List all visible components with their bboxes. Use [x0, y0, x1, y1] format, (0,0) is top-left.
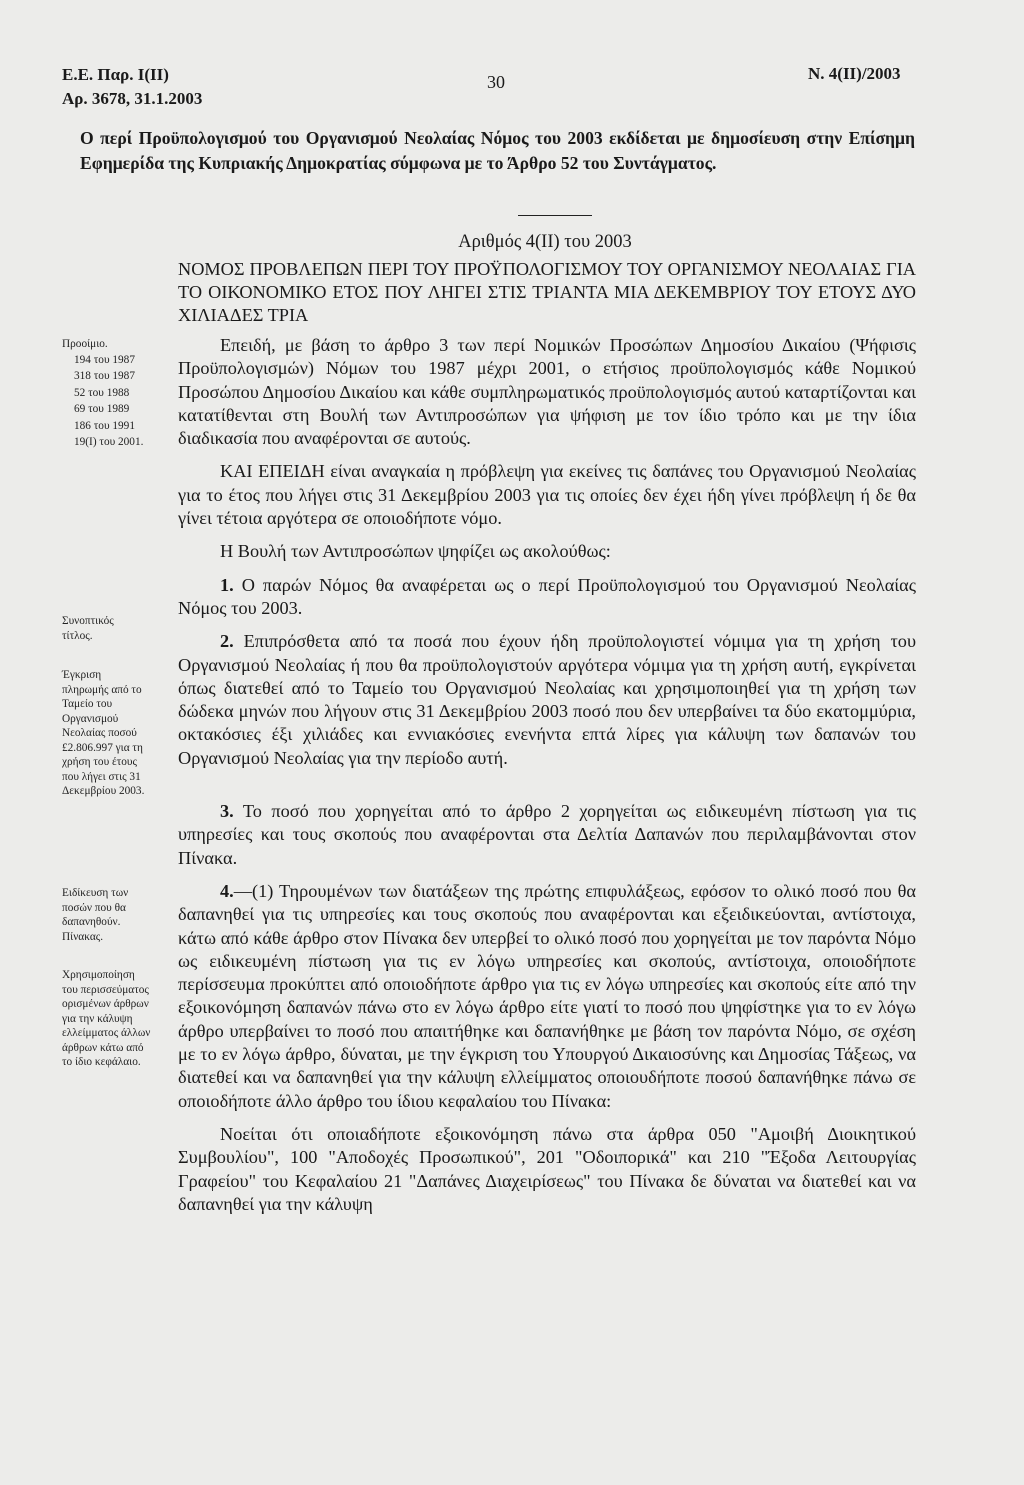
page-number: 30 — [487, 72, 505, 92]
preamble-paragraph: Επειδή, με βάση το άρθρο 3 των περί Νομικών Προσώπων Δημοσίου Δικαίου (Ψήφισις Προϋπολογισμών) Νόμων του 1987 μέχρι 2001, ο ετήσιος προϋπολογισμός κάθε Νομικού Προσώπου Δημοσίου Δικαίου και κάθε συμπληρωματικός προϋπολογισμός αυτού καταρτίζονται και κατατίθενται στη Βουλή των Αντιπροσώπων για ψήφιση με τον ίδιο τρόπο και με την ίδια διαδικασία που αναφέρονται σε αυτούς. — [178, 335, 916, 449]
margin-note-surplus: Χρησιμοποίηση του περισσεύματος ορισμένων άρθρων για την κάλυψη ελλείμματος άλλων άρθρων κάτω από το ίδιο κεφάλαιο. — [62, 969, 151, 1068]
law-ref: 318 του 1987 — [74, 370, 135, 382]
law-body — [178, 334, 916, 1216]
margin-note-preamble — [62, 337, 162, 451]
law-ref: 69 του 1989 — [74, 403, 130, 415]
margin-note-approval: Έγκριση πληρωμής από το Ταμείο του Οργανισμού Νεολαίας ποσού £2.806.997 για τη χρήση του έτους που λήγει στις 31 Δεκεμβρίου 2003. — [62, 669, 145, 797]
section-text: —(1) Τηρουμένων των διατάξεων της πρώτης επιφυλάξεως, εφόσον το ολικό ποσό που θα δαπανηθεί για τις υπηρεσίες και τους σκοπούς που αναφέρονται και εξειδικεύονται, αντίστοιχα, κάτω από κάθε άρθρο στον Πίνακα δεν υπερβεί το ολικό ποσό που χορηγείται με τον παρόντα Νόμο ως ειδικευμένη πίστωση για τις εν λόγω υπηρεσίες και σκοπούς, αντίστοιχα, οποιοδήποτε περίσσευμα προκύπτει από οποιοδήποτε άρθρο για τις εν λόγω υπηρεσίες και σκοπούς είτε από την εξοικονόμηση δαπανών πάνω στο εν λόγω άρθρο είτε γιατί το ποσό που ψηφίστηκε για το εν λόγω άρθρο υπερβαίνει το ποσό που απαιτήθηκε και δαπανήθηκε με βάση τον παρόντα Νόμο, σε σχέση με το εν λόγω άρθρο, δύναται, με την έγκριση του Υπουργού Δικαιοσύνης και Δημοσίας Τάξεως, να διατεθεί και να δαπανηθεί για την κάλυψη ελλείμματος οποιουδήποτε ποσού δαπανήθηκε πάνω σε οποιοδήποτε άλλο άρθρο του ίδιου κεφαλαίου του Πίνακα: — [178, 880, 916, 1111]
law-ref: 19(Ι) του 2001. — [74, 436, 144, 448]
margin-note-short-title: Συνοπτικός τίτλος. — [62, 615, 114, 642]
law-ref: 52 του 1988 — [74, 386, 130, 399]
section-text: Ο παρών Νόμος θα αναφέρεται ως ο περί Προϋπολογισμού του Οργανισμού Νεολαίας Νόμος του 2003. — [178, 574, 917, 618]
section-2 — [178, 630, 916, 770]
preamble-label: Προοίμιο. — [62, 338, 108, 350]
section-text: Το ποσό που χορηγείται από το άρθρο 2 χορηγείται ως ειδικευμένη πίστωση για τις υπηρεσίες και τους σκοπούς που αναφέρονται στα Δελτία Δαπανών που περιλαμβάνονται στον Πίνακα. — [178, 801, 916, 868]
section-number: 3. — [220, 801, 234, 822]
enactment-clause: Η Βουλή των Αντιπροσώπων ψηφίζει ως ακολούθως: — [220, 541, 611, 562]
section-number: 4. — [220, 880, 234, 901]
margin-note-specification: Ειδίκευση των ποσών που θα δαπανηθούν. Πίνακας. — [62, 887, 129, 943]
proviso-paragraph: Νοείται ότι οποιαδήποτε εξοικονόμηση πάνω στα άρθρα 050 "Αμοιβή Διοικητικού Συμβουλίου", 100 "Αποδοχές Προσωπικού", 201 "Οδοιπορικά" και 210 "Έξοδα Λειτουργίας Γραφείου" του Κεφαλαίου 21 "Δαπάνες Διαχειρίσεως" του Πίνακα δε δύναται να διατεθεί και να δαπανηθεί για την κάλυψη — [178, 1123, 916, 1214]
divider-rule — [518, 215, 592, 216]
gazette-issue: Αρ. 3678, 31.1.2003 — [62, 89, 203, 108]
section-number: 2. — [220, 631, 234, 652]
section-text: Επιπρόσθετα από τα ποσά που έχουν ήδη προϋπολογιστεί νόμιμα για τη χρήση του Οργανισμού Νεολαίας ή που θα προϋπολογιστούν αργότερα νόμιμα για τη χρήση αυτή, εγκρίνεται όπως διατεθεί από το Ταμείο του Οργανισμού Νεολαίας και χρησιμοποιηθεί για τη χρήση των δώδεκα μηνών που λήγουν στις 31 Δεκεμβρίου 2003 ποσό που δεν υπερβαίνει τα δύο εκατομμύρια, οκτακόσιες έξι χιλιάδες και εννιακόσιες ενενήντα επτά λίρες για κάλυψη των δαπανών του Οργανισμού Νεολαίας για την περίοδο αυτή. — [178, 631, 916, 768]
section-4 — [178, 880, 916, 1113]
law-number: Αριθμός 4(ΙΙ) του 2003 — [458, 232, 632, 252]
publication-note: Ο περί Προϋπολογισμού του Οργανισμού Νεολαίας Νόμος του 2003 εκδίδεται με δημοσίευση στην Επίσημη Εφημερίδα της Κυπριακής Δημοκρατίας σύμφωνα με το Άρθρο 52 του Συντάγματος. — [80, 128, 915, 173]
gazette-part: Ε.Ε. Παρ. Ι(ΙΙ) — [62, 65, 169, 84]
law-ref: 186 του 1991 — [74, 419, 135, 432]
preamble-refs — [62, 352, 162, 451]
law-ref: 194 του 1987 — [74, 353, 135, 366]
law-reference: Ν. 4(ΙΙ)/2003 — [808, 64, 901, 83]
section-3 — [178, 800, 916, 870]
preamble-paragraph: ΚΑΙ ΕΠΕΙΔΗ είναι αναγκαία η πρόβλεψη για εκείνες τις δαπάνες του Οργανισμού Νεολαίας για το έτος που λήγει στις 31 Δεκεμβρίου 2003 για τις οποίες δεν έχει ήδη γίνει πρόβλεψη ή δε θα γίνει τέτοια αργότερα σε οποιοδήποτε νόμο. — [178, 461, 916, 529]
section-number: 1. — [220, 574, 234, 595]
section-1 — [178, 574, 916, 621]
law-title: ΝΟΜΟΣ ΠΡΟΒΛΕΠΩΝ ΠΕΡΙ ΤΟΥ ΠΡΟΫΠΟΛΟΓΙΣΜΟΥ ΤΟΥ ΟΡΓΑΝΙΣΜΟΥ ΝΕΟΛΑΙΑΣ ΓΙΑ ΤΟ ΟΙΚΟΝΟΜΙΚΟ ΕΤΟΣ ΠΟΥ ΛΗΓΕΙ ΣΤΙΣ ΤΡΙΑΝΤΑ ΜΙΑ ΔΕΚΕΜΒΡΙΟΥ ΤΟΥ ΕΤΟΥΣ ΔΥΟ ΧΙΛΙΑΔΕΣ ΤΡΙΑ — [178, 259, 916, 325]
gazette-reference — [62, 63, 202, 111]
